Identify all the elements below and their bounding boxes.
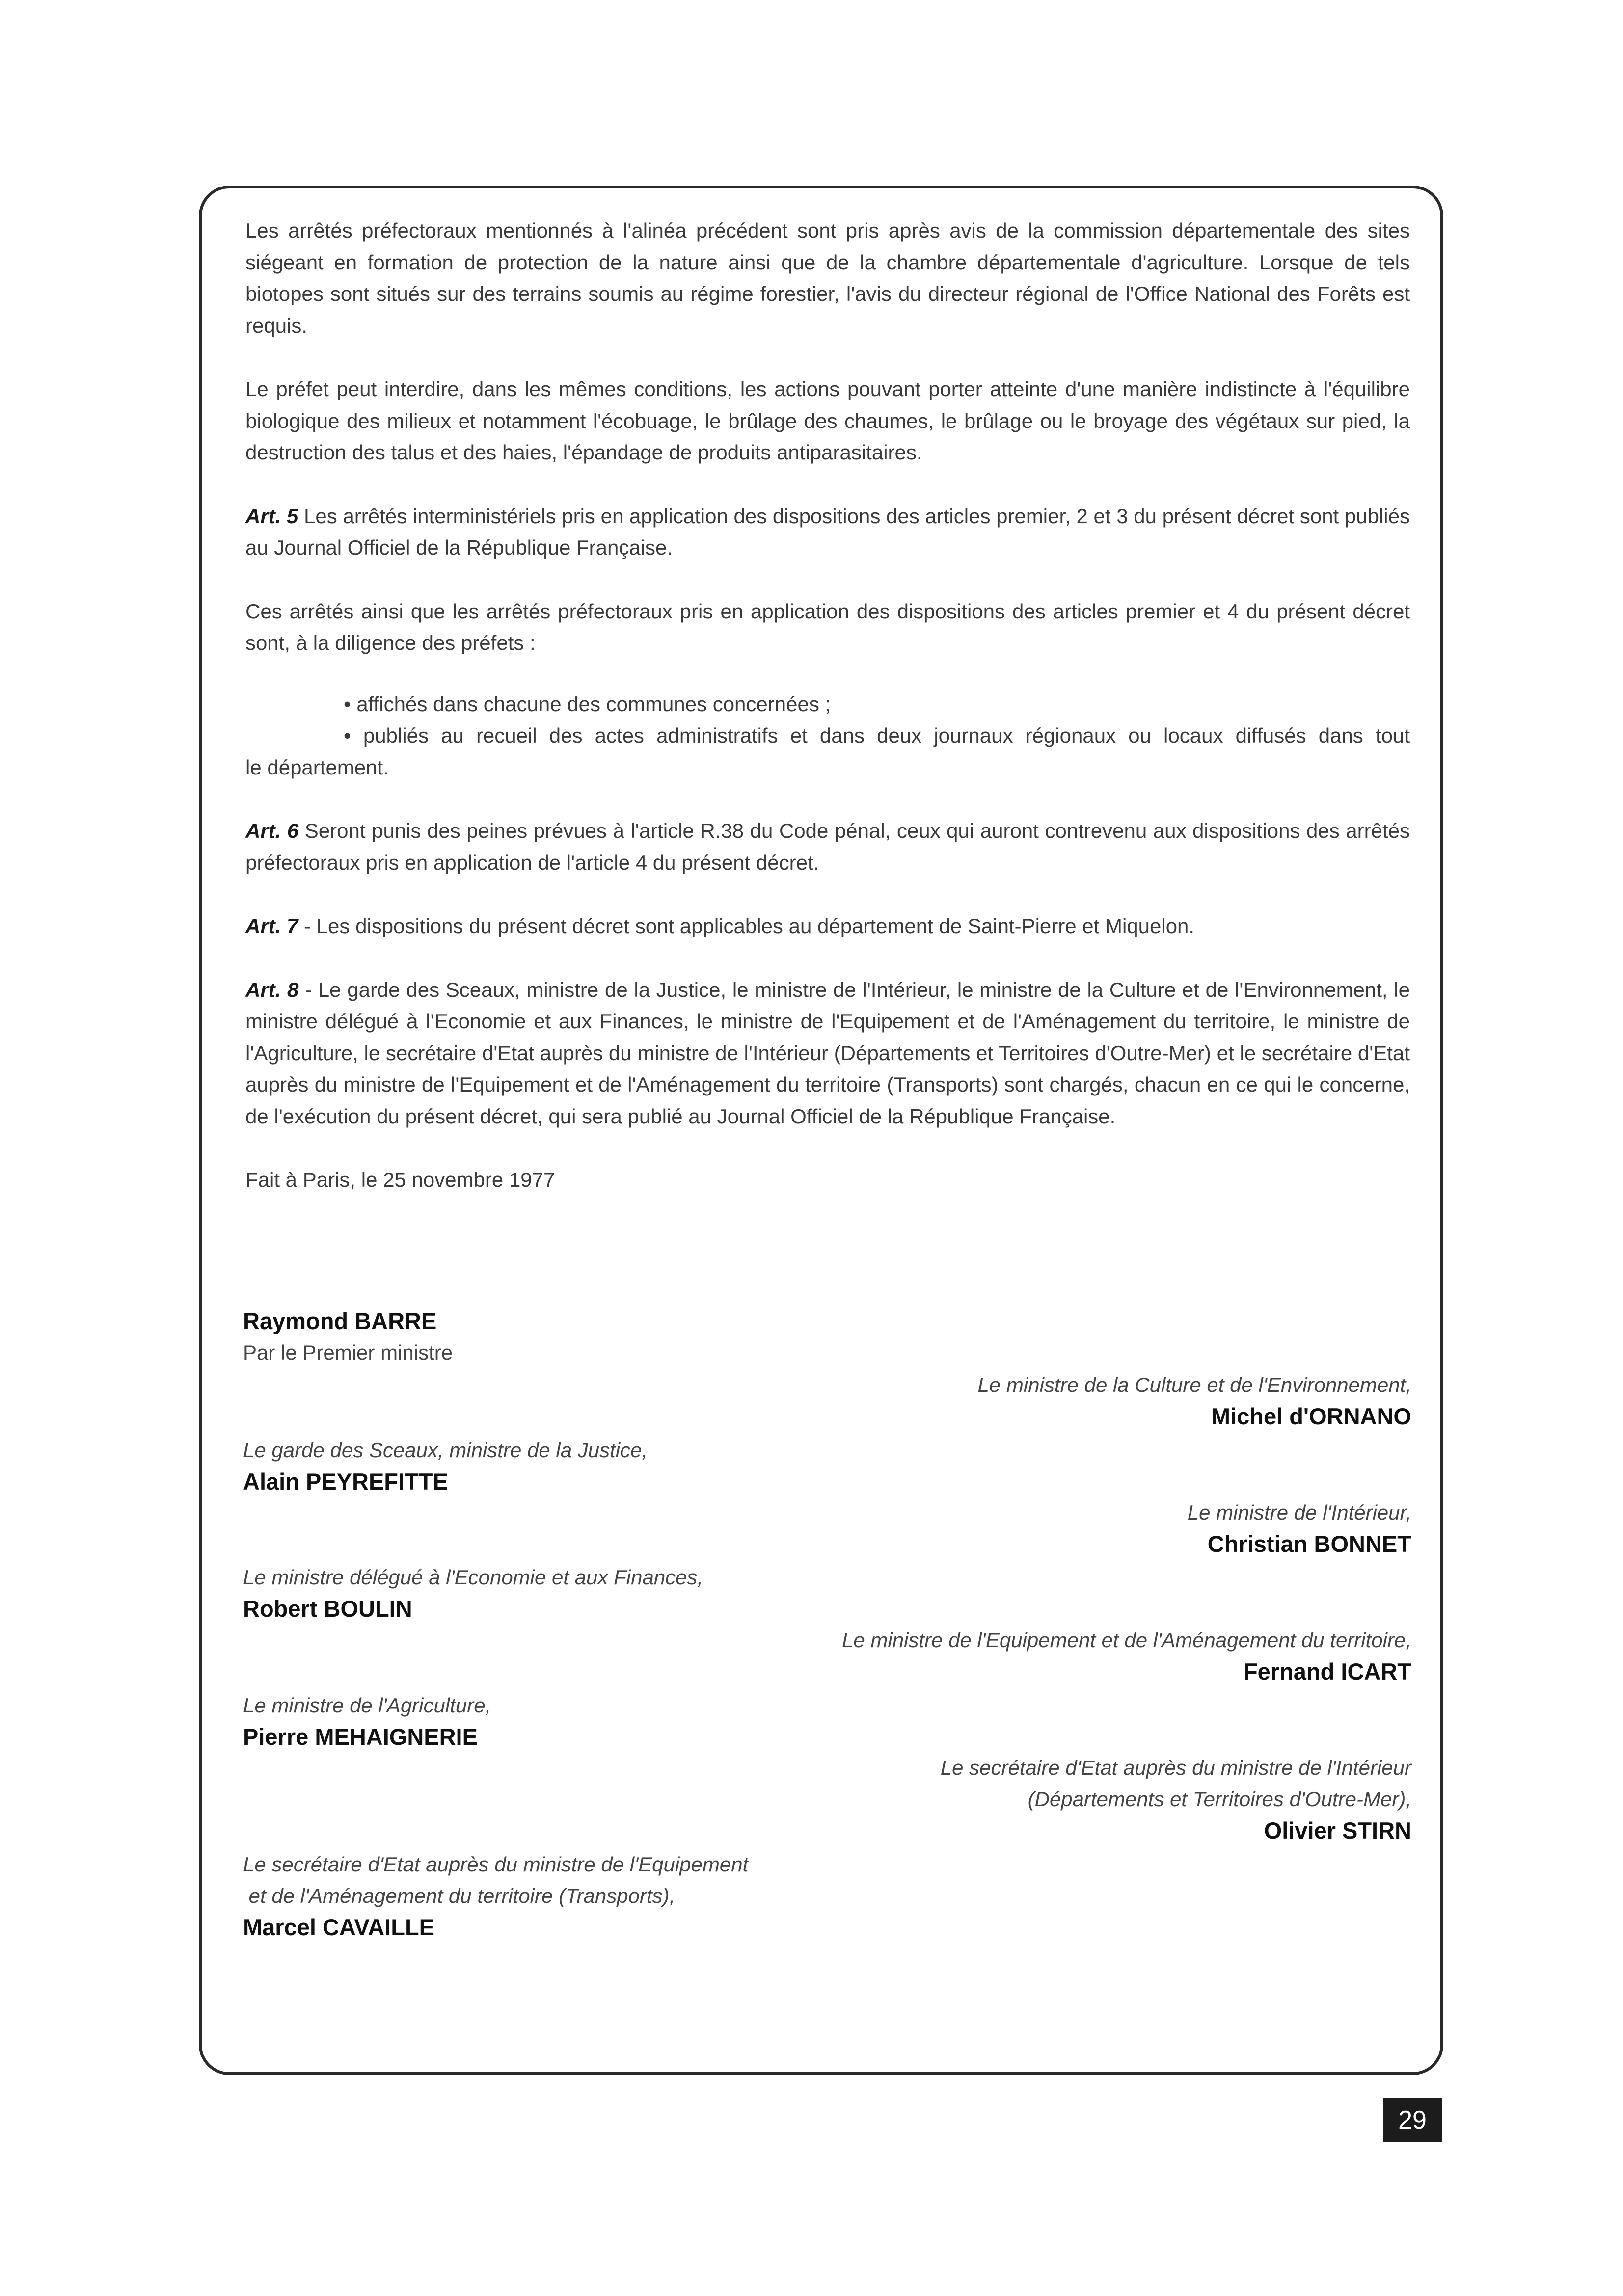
signature-peyrefitte <box>243 1435 648 1497</box>
place-and-date: Fait à Paris, le 25 novembre 1977 <box>245 1168 555 1191</box>
article-6-label: Art. 6 <box>245 819 299 842</box>
signature-cavaille <box>243 1849 748 1943</box>
page-number: 29 <box>1383 2098 1442 2142</box>
document-body <box>245 215 1410 1196</box>
signatory-role: Par le Premier ministre <box>243 1341 453 1364</box>
signature-block <box>243 1306 1411 1968</box>
signature-bonnet <box>1188 1497 1411 1560</box>
bullet-published: • publiés au recueil des actes administratifs et dans deux journaux régionaux ou locaux diffusés dans tout <box>344 724 1410 747</box>
signatory-role: Le secrétaire d'Etat auprès du ministre de l'Equipement <box>243 1853 749 1876</box>
signatory-name: Alain PEYREFITTE <box>243 1468 448 1495</box>
signatory-name: Christian BONNET <box>1207 1531 1411 1557</box>
signatory-role: Le garde des Sceaux, ministre de la Justice, <box>243 1439 648 1462</box>
signatory-role-continued: et de l'Aménagement du territoire (Transports), <box>243 1884 676 1907</box>
signature-stirn <box>941 1752 1411 1846</box>
signatory-role: Le ministre délégué à l'Economie et aux Finances, <box>243 1566 703 1589</box>
bullet-posted: • affichés dans chacune des communes concernées ; <box>344 692 831 716</box>
article-8-text: - Le garde des Sceaux, ministre de la Justice, le ministre de l'Intérieur, le ministre de la Culture et de l'Environnement, le ministre délégué à l'Economie et aux Finances, le ministre de l'Equipement et de l'Aménagement du territoire, le ministre de l'Agriculture, le secrétaire d'Etat auprès du ministre de l'Intérieur (Départements et Territoires d'Outre-Mer) et le secrétaire d'Etat auprès du ministre de l'Equipement et de l'Aménagement du territoire (Transports) sont chargés, chacun en ce qui le concerne, de l'exécution du présent décret, qui sera publié au Journal Officiel de la République Française. <box>245 978 1410 1128</box>
signature-boulin <box>243 1562 703 1625</box>
signatory-name: Olivier STIRN <box>1264 1817 1411 1843</box>
article-6 <box>245 815 1410 879</box>
article-8-label: Art. 8 <box>245 978 299 1001</box>
signature-mehaignerie <box>243 1690 491 1753</box>
article-7-text: - Les dispositions du présent décret sont applicables au département de Saint-Pierre et Miquelon. <box>298 914 1195 937</box>
signatory-name: Pierre MEHAIGNERIE <box>243 1724 478 1750</box>
signatory-name: Michel d'ORNANO <box>1211 1403 1411 1429</box>
signatory-role: Le secrétaire d'Etat auprès du ministre de l'Intérieur <box>940 1756 1411 1779</box>
signatory-role: Le ministre de l'Agriculture, <box>243 1694 491 1717</box>
signature-ornano <box>978 1369 1411 1432</box>
signatory-name: Robert BOULIN <box>243 1596 412 1622</box>
paragraph-prefect-prohibitions: Le préfet peut interdire, dans les mêmes conditions, les actions pouvant porter atteinte d'une manière indistincte à l'équilibre biologique des milieux et notamment l'écobuage, le brûlage des chaumes, le brûlage ou le broyage des végétaux sur pied, la destruction des talus et des haies, l'épandage de produits antiparasitaires. <box>245 377 1410 464</box>
article-5-text: Les arrêtés interministériels pris en application des dispositions des articles premier, 2 et 3 du présent décret sont publiés au Journal Officiel de la République Française. <box>245 504 1410 559</box>
bullet-published-end: le département. <box>245 755 389 779</box>
signatory-name: Raymond BARRE <box>243 1308 437 1334</box>
article-7 <box>245 910 1410 942</box>
paragraph-prefectoral-opinion: Les arrêtés préfectoraux mentionnés à l'alinéa précédent sont pris après avis de la commission départementale des sites siégeant en formation de protection de la nature ainsi que de la chambre départementale d'agriculture. Lorsque de tels biotopes sont situés sur des terrains soumis au régime forestier, l'avis du directeur régional de l'Office National des Forêts est requis. <box>245 219 1410 337</box>
signatory-name: Marcel CAVAILLE <box>243 1914 434 1940</box>
signature-barre <box>243 1306 453 1368</box>
signatory-name: Fernand ICART <box>1243 1658 1411 1684</box>
signature-icart <box>842 1625 1411 1687</box>
article-5-label: Art. 5 <box>245 504 298 528</box>
article-7-label: Art. 7 <box>245 914 298 937</box>
signatory-role: Le ministre de l'Intérieur, <box>1187 1501 1411 1524</box>
signatory-role-continued: (Départements et Territoires d'Outre-Mer), <box>1028 1788 1411 1811</box>
article-6-text: Seront punis des peines prévues à l'article R.38 du Code pénal, ceux qui auront contrevenu aux dispositions des arrêtés préfectoraux pris en application de l'article 4 du présent décret. <box>245 819 1410 874</box>
signatory-role: Le ministre de l'Equipement et de l'Aménagement du territoire, <box>842 1629 1411 1652</box>
signatory-role: Le ministre de la Culture et de l'Environnement, <box>977 1373 1411 1396</box>
article-8 <box>245 974 1410 1133</box>
article-5 <box>245 501 1410 564</box>
paragraph-posting-orders: Ces arrêtés ainsi que les arrêtés préfectoraux pris en application des dispositions des articles premier et 4 du présent décret sont, à la diligence des préfets : <box>245 599 1410 654</box>
